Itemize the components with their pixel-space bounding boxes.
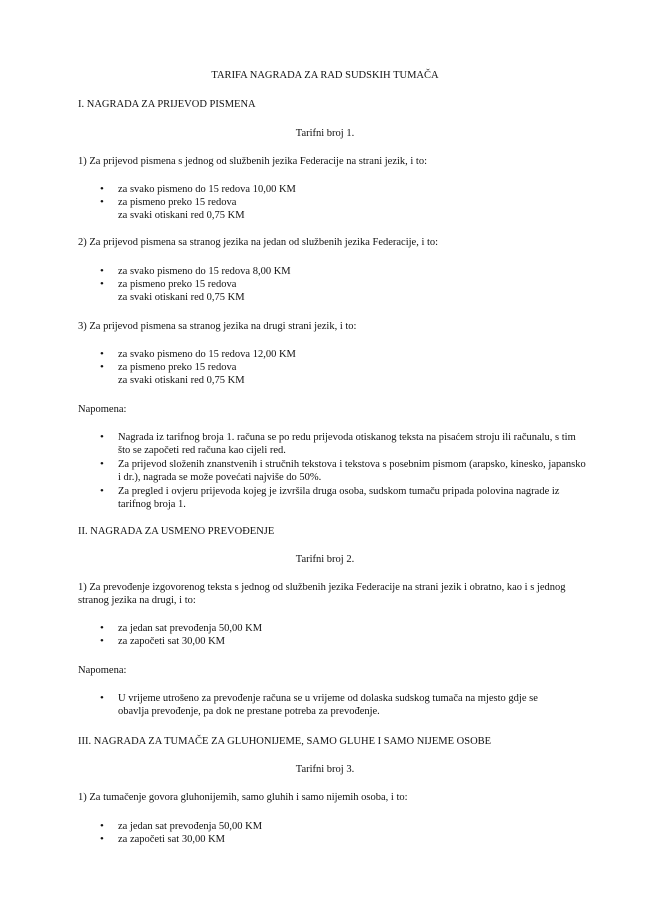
list-item xyxy=(78,183,588,196)
list-item: • za započeti sat 30,00 KM xyxy=(78,833,588,846)
section-2-list xyxy=(78,622,588,648)
section-2-note-label: Napomena: xyxy=(78,665,127,676)
list-item xyxy=(78,278,588,304)
section-1-group-1-intro: 1) Za prijevod pismena s jednog od službenih jezika Federacije na strani jezik, i to: xyxy=(78,156,428,167)
section-1-group-3-list xyxy=(78,348,588,387)
list-item-text: za svaki otiskani red 0,75 KM xyxy=(118,375,245,386)
note-item: • U vrijeme utrošeno za prevođenje računa se u vrijeme od dolaska sudskog tumača na mjesto gdje se obavlja prevođenje, pa dok ne prestane potreba za prevođenje. xyxy=(78,692,568,718)
section-2-intro: 1) Za prevođenje izgovorenog teksta s jednog od službenih jezika Federacije na strani jezik i obratno, kao i s jednog stranog jezika na drugi, i to: xyxy=(78,582,566,606)
section-1-group-2-intro: 2) Za prijevod pismena sa stranog jezika na jedan od službenih jezika Federacije, i to: xyxy=(78,237,439,248)
section-2-notes xyxy=(78,692,568,718)
list-item xyxy=(78,361,588,387)
list-item-text: za svaki otiskani red 0,75 KM xyxy=(118,210,245,221)
list-item xyxy=(78,265,588,278)
note-item: • Nagrada iz tarifnog broja 1. računa se po redu prijevoda otiskanog teksta na pisaćem stroju ili računalu, s tim što se započeti red računa kao cijeli red. xyxy=(78,431,588,457)
section-1-group-2-list xyxy=(78,265,588,304)
list-item: • za jedan sat prevođenja 50,00 KM xyxy=(78,820,588,833)
document-title: TARIFA NAGRADA ZA RAD SUDSKIH TUMAČA xyxy=(211,70,439,81)
section-3-list xyxy=(78,820,588,846)
list-item-text: za svako pismeno do 15 redova 8,00 KM xyxy=(118,266,291,277)
section-3-heading: III. NAGRADA ZA TUMAČE ZA GLUHONIJEME, SAMO GLUHE I SAMO NIJEME OSOBE xyxy=(78,736,492,747)
note-item: • Za prijevod složenih znanstvenih i stručnih tekstova i tekstova s posebnim pismom (arapsko, kinesko, japansko i dr.), nagrada se može povećati najviše do 50%. xyxy=(78,458,588,484)
section-3-intro: 1) Za tumačenje govora gluhonijemih, samo gluhih i samo nijemih osoba, i to: xyxy=(78,792,408,803)
section-1-notes xyxy=(78,431,588,512)
list-item xyxy=(78,348,588,361)
list-item xyxy=(78,196,588,222)
note-item: • Za pregled i ovjeru prijevoda kojeg je izvršila druga osoba, sudskom tumaču pripada polovina nagrade iz tarifnog broja 1. xyxy=(78,485,588,511)
section-1-group-1-list xyxy=(78,183,588,222)
section-2-heading: II. NAGRADA ZA USMENO PREVOĐENJE xyxy=(78,526,275,537)
list-item-text: za svaki otiskani red 0,75 KM xyxy=(118,292,245,303)
section-1-heading: I. NAGRADA ZA PRIJEVOD PISMENA xyxy=(78,99,256,110)
list-item-text: za pismeno preko 15 redova xyxy=(118,362,237,373)
list-item-text: za pismeno preko 15 redova xyxy=(118,197,237,208)
list-item: • za jedan sat prevođenja 50,00 KM xyxy=(78,622,588,635)
list-item-text: za svako pismeno do 15 redova 12,00 KM xyxy=(118,349,296,360)
section-1-tarif: Tarifni broj 1. xyxy=(295,128,355,139)
section-3-tarif: Tarifni broj 3. xyxy=(295,764,355,775)
section-2-tarif: Tarifni broj 2. xyxy=(295,554,355,565)
section-1-group-3-intro: 3) Za prijevod pismena sa stranog jezika na drugi strani jezik, i to: xyxy=(78,321,357,332)
list-item-text: za pismeno preko 15 redova xyxy=(118,279,237,290)
list-item-text: za svako pismeno do 15 redova 10,00 KM xyxy=(118,184,296,195)
list-item: • za započeti sat 30,00 KM xyxy=(78,635,588,648)
section-1-note-label: Napomena: xyxy=(78,404,127,415)
